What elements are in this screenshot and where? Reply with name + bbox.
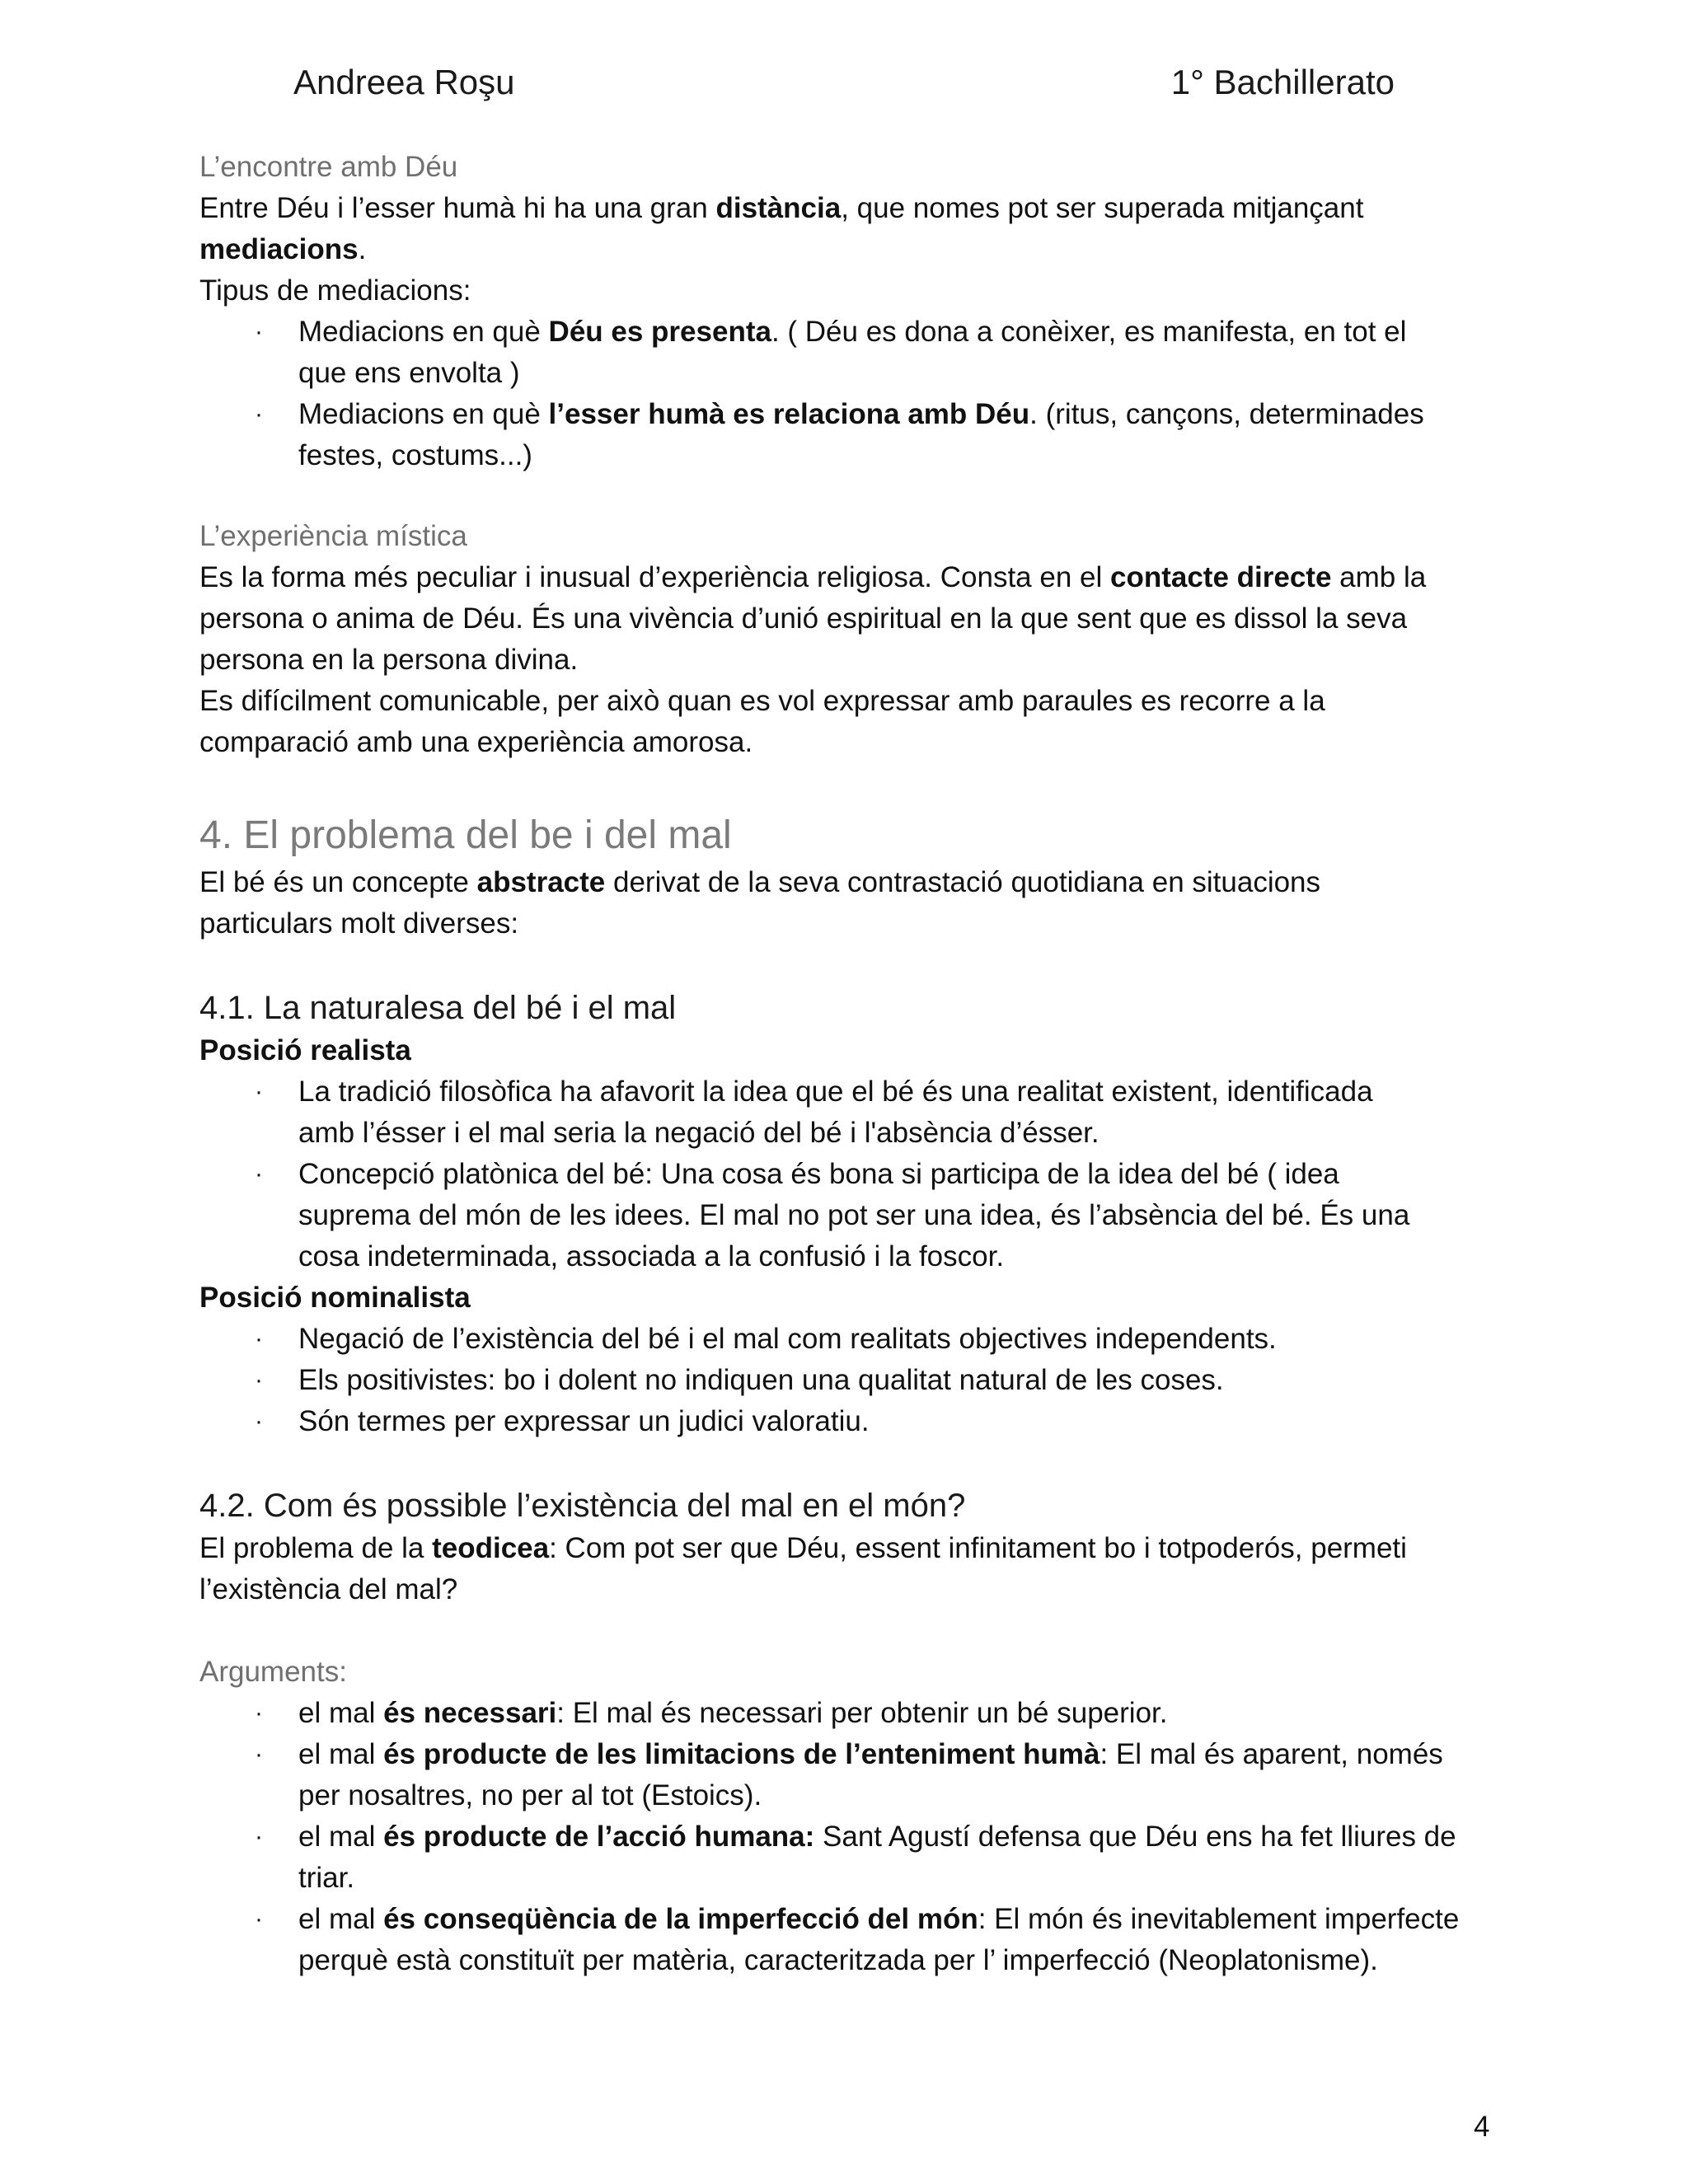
- bullet-icon: ·: [255, 1905, 263, 1933]
- section-label-mistica: L’experiència mística: [199, 520, 467, 552]
- list-item: · La tradició filosòfica ha afavorit la idea que el bé és una realitat existent, identificada amb l’ésser i el mal seria la negació del bé i l'absència d’ésser.: [199, 1071, 1502, 1154]
- heading-nominalista: Posició nominalista: [199, 1282, 471, 1314]
- paragraph-tipus: Tipus de mediacions:: [199, 274, 471, 307]
- section-label-encontre: L’encontre amb Déu: [199, 151, 458, 183]
- bullet-icon: ·: [255, 1366, 263, 1394]
- bullet-icon: ·: [255, 1325, 263, 1352]
- list-item: · el mal és producte de l’acció humana: Sant Agustí defensa que Déu ens ha fet lliures de triar.: [199, 1816, 1502, 1899]
- list-item: · Negació de l’existència del bé i el mal com realitats objectives independents.: [199, 1319, 1502, 1360]
- bullet-icon: ·: [255, 401, 263, 428]
- bullet-icon: ·: [255, 1823, 263, 1850]
- paragraph-distancia: Entre Déu i l’esser humà hi ha una gran distància, que nomes pot ser superada mitjançant: [199, 192, 1364, 224]
- list-item: · el mal és necessari: El mal és necessari per obtenir un bé superior.: [199, 1693, 1502, 1734]
- bullet-icon: ·: [255, 1408, 263, 1435]
- author-name: Andreea Roşu: [293, 63, 515, 101]
- list-item: · Els positivistes: bo i dolent no indiquen una qualitat natural de les coses.: [199, 1360, 1502, 1401]
- bullet-icon: ·: [255, 1741, 263, 1768]
- mediacions-list: [199, 312, 1502, 476]
- realista-list: [199, 1071, 1502, 1277]
- list-item: · Concepció platònica del bé: Una cosa és bona si participa de la idea del bé ( idea suprema del món de les idees. El mal no pot ser una idea, és l’absència del bé. És una cosa indeterminada, associada a la confusió i la foscor.: [199, 1154, 1502, 1277]
- arguments-label: Arguments:: [199, 1656, 347, 1688]
- bullet-icon: ·: [255, 318, 263, 345]
- list-item: · el mal és conseqüència de la imperfecció del món: El món és inevitablement imperfecte perquè està constituït per matèria, caracteritzada per l’ imperfecció (Neoplatonisme).: [199, 1899, 1502, 1981]
- arguments-list: [199, 1693, 1502, 1981]
- subsection-title-4-1: 4.1. La naturalesa del bé i el mal: [199, 990, 677, 1026]
- bullet-icon: ·: [255, 1699, 263, 1727]
- document-body: [199, 147, 1502, 1981]
- section-title-4: 4. El problema del be i del mal: [199, 813, 732, 857]
- subsection-title-4-2: 4.2. Com és possible l’existència del mal en el món?: [199, 1488, 966, 1524]
- bullet-icon: ·: [255, 1160, 263, 1188]
- bullet-icon: ·: [255, 1078, 263, 1105]
- heading-realista: Posició realista: [199, 1034, 411, 1066]
- page-header: [293, 59, 1395, 105]
- nominalista-list: [199, 1319, 1502, 1442]
- list-item: · Mediacions en què Déu es presenta. ( Déu es dona a conèixer, es manifesta, en tot el que ens envolta ): [199, 312, 1502, 394]
- paragraph-mediacions: mediacions.: [199, 233, 367, 265]
- course-label: 1° Bachillerato: [1170, 63, 1395, 101]
- paragraph-abstracte: El bé és un concepte abstracte derivat de la seva contrastació quotidiana en situacions particulars molt diverses:: [199, 866, 1321, 940]
- page-number: 4: [1474, 2111, 1490, 2143]
- list-item: · el mal és producte de les limitacions de l’enteniment humà: El mal és aparent, només per nosaltres, no per al tot (Estoics).: [199, 1734, 1502, 1816]
- paragraph-teodicea: El problema de la teodicea: Com pot ser que Déu, essent infinitament bo i totpoderós, permeti l’existència del mal?: [199, 1532, 1407, 1605]
- list-item: · Són termes per expressar un judici valoratiu.: [199, 1401, 1502, 1442]
- paragraph-mistica: Es la forma més peculiar i inusual d’experiència religiosa. Consta en el contacte directe amb la persona o anima de Déu. És una vivència d’unió espiritual en la que sent que es dissol la seva persona en la persona divina. Es difícilment comunicable, per això quan es vol expressar amb paraules es recorre a la comparació amb una experiència amorosa.: [199, 561, 1427, 758]
- list-item: · Mediacions en què l’esser humà es relaciona amb Déu. (ritus, cançons, determinades festes, costums...): [199, 394, 1502, 476]
